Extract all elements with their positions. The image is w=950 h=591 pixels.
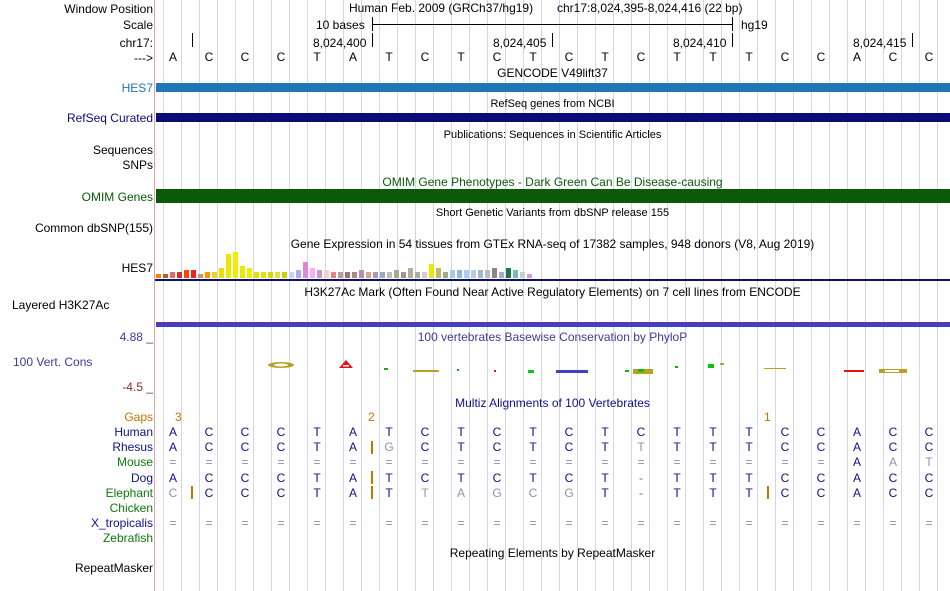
base-0: A: [168, 50, 177, 64]
aln-dog-18: C: [816, 471, 826, 485]
aln-human-11: C: [564, 425, 574, 439]
aln-mouse-6: =: [385, 455, 393, 469]
h3k27ac-track-title[interactable]: H3K27Ac Mark (Often Found Near Active Regulatory Elements) on 7 cell lines from ENCODE: [304, 285, 801, 299]
aln-dog-12: T: [601, 471, 609, 485]
aln-human-16: T: [745, 425, 753, 439]
aln-elephant-12: T: [601, 486, 609, 500]
aln-dog-17: C: [780, 471, 790, 485]
aln-mouse-14: =: [673, 455, 681, 469]
common-dbsnp-label[interactable]: Common dbSNP(155): [34, 221, 153, 235]
ruler-tick-4: [912, 33, 913, 47]
aln-elephant-5: A: [348, 486, 357, 500]
aln-human-15: T: [709, 425, 717, 439]
species-mouse[interactable]: Mouse: [116, 455, 153, 469]
aln-elephant-2: C: [240, 486, 250, 500]
aln-mouse-3: =: [277, 455, 285, 469]
aln-mouse-21: T: [925, 455, 933, 469]
species-chicken[interactable]: Chicken: [109, 501, 153, 515]
species-zebrafish[interactable]: Zebrafish: [102, 531, 153, 545]
gtex-hes7-label[interactable]: HES7: [121, 261, 153, 275]
aln-rhesus-3: C: [276, 440, 286, 454]
ruler-tick-minor: [192, 33, 193, 47]
aln-human-0: A: [168, 425, 177, 439]
aln-human-9: C: [492, 425, 502, 439]
aln-x_tropicalis-21: =: [925, 516, 933, 530]
gaps-label: Gaps: [124, 410, 153, 424]
base-18: C: [816, 50, 826, 64]
aln-mouse-0: =: [169, 455, 177, 469]
aln-dog-5: A: [348, 471, 357, 485]
aln-rhesus-20: C: [888, 440, 898, 454]
aln-elephant-13: -: [639, 486, 643, 500]
aln-dog-1: C: [204, 471, 214, 485]
species-dog[interactable]: Dog: [130, 471, 153, 485]
base-6: T: [385, 50, 393, 64]
aln-dog-3: C: [276, 471, 286, 485]
gap-count-2: 2: [368, 410, 375, 424]
aln-elephant-3: C: [276, 486, 286, 500]
insertion-marker-elephant-0: [191, 486, 193, 499]
refseq-curated-label[interactable]: RefSeq Curated: [66, 111, 153, 125]
base-11: C: [564, 50, 574, 64]
insertion-marker-rhesus: [371, 441, 373, 454]
aln-elephant-21: C: [924, 486, 934, 500]
aln-x_tropicalis-6: =: [385, 516, 393, 530]
omim-genes-label[interactable]: OMIM Genes: [81, 190, 153, 204]
aln-human-18: C: [816, 425, 826, 439]
aln-dog-4: T: [313, 471, 321, 485]
ruler-tick-1: [372, 33, 373, 47]
ruler-tick-2: [552, 33, 553, 47]
gap-count-1: 3: [175, 410, 182, 424]
aln-dog-6: T: [385, 471, 393, 485]
aln-mouse-12: =: [601, 455, 609, 469]
aln-x_tropicalis-12: =: [601, 516, 609, 530]
phylop-min-label: -4.5 _: [122, 380, 153, 394]
aln-mouse-16: =: [745, 455, 753, 469]
aln-elephant-7: T: [421, 486, 429, 500]
aln-elephant-14: T: [673, 486, 681, 500]
aln-human-3: C: [276, 425, 286, 439]
layered-h3k27ac-label[interactable]: Layered H3K27Ac: [12, 298, 110, 312]
position-readout: chr17:8,024,395-8,024,416 (22 bp): [557, 1, 743, 15]
aln-rhesus-18: C: [816, 440, 826, 454]
aln-human-2: C: [240, 425, 250, 439]
aln-dog-19: A: [852, 471, 861, 485]
scale-bar-left-end: [372, 17, 373, 31]
scale-bases-text: 10 bases: [316, 18, 365, 32]
aln-x_tropicalis-11: =: [565, 516, 573, 530]
aln-human-17: C: [780, 425, 790, 439]
aln-elephant-20: C: [888, 486, 898, 500]
aln-human-21: C: [924, 425, 934, 439]
aln-x_tropicalis-18: =: [817, 516, 825, 530]
aln-mouse-15: =: [709, 455, 717, 469]
omim-track-title[interactable]: OMIM Gene Phenotypes - Dark Green Can Be Disease-causing: [382, 175, 723, 189]
aln-rhesus-16: T: [745, 440, 753, 454]
aln-human-6: T: [385, 425, 393, 439]
base-9: C: [492, 50, 502, 64]
repeatmasker-label[interactable]: RepeatMasker: [74, 561, 153, 575]
publications-track-title[interactable]: Publications: Sequences in Scientific Articles: [443, 129, 662, 141]
aln-x_tropicalis-10: =: [529, 516, 537, 530]
base-1: C: [204, 50, 214, 64]
base-7: C: [420, 50, 430, 64]
aln-x_tropicalis-7: =: [421, 516, 429, 530]
aln-mouse-7: =: [421, 455, 429, 469]
aln-x_tropicalis-2: =: [241, 516, 249, 530]
aln-rhesus-10: T: [529, 440, 537, 454]
aln-elephant-11: G: [564, 486, 574, 500]
aln-rhesus-4: T: [313, 440, 321, 454]
aln-dog-10: T: [529, 471, 537, 485]
ruler-tick-label-2: 8,024,405: [493, 36, 547, 50]
aln-elephant-15: T: [709, 486, 717, 500]
aln-human-4: T: [313, 425, 321, 439]
aln-elephant-6: T: [385, 486, 393, 500]
aln-dog-8: T: [457, 471, 465, 485]
aln-rhesus-14: T: [673, 440, 681, 454]
scale-db: hg19: [741, 18, 768, 32]
phylop-max-label: 4.88 _: [119, 330, 153, 344]
aln-human-19: A: [852, 425, 861, 439]
aln-rhesus-2: C: [240, 440, 250, 454]
ruler-tick-label-3: 8,024,410: [673, 36, 727, 50]
dbsnp-track-title[interactable]: Short Genetic Variants from dbSNP release 155: [435, 207, 670, 219]
refseq-gene-bar[interactable]: [156, 113, 950, 122]
aln-human-13: C: [636, 425, 646, 439]
aln-mouse-5: =: [349, 455, 357, 469]
window-position-label[interactable]: Window Position: [64, 2, 153, 16]
aln-dog-13: -: [639, 471, 643, 485]
repeatmasker-track-title[interactable]: Repeating Elements by RepeatMasker: [449, 546, 656, 560]
aln-x_tropicalis-5: =: [349, 516, 357, 530]
h3k27ac-signal[interactable]: [156, 324, 950, 327]
base-17: C: [780, 50, 790, 64]
aln-rhesus-6: G: [384, 440, 394, 454]
aln-human-10: T: [529, 425, 537, 439]
scale-bar: [372, 24, 733, 25]
hes7-gencode-label[interactable]: HES7: [121, 81, 153, 95]
aln-rhesus-8: T: [457, 440, 465, 454]
gtex-baseline: [155, 279, 950, 281]
aln-human-7: C: [420, 425, 430, 439]
aln-elephant-19: A: [852, 486, 861, 500]
ruler-tick-label-1: 8,024,400: [313, 36, 367, 50]
aln-x_tropicalis-0: =: [169, 516, 177, 530]
aln-rhesus-7: C: [420, 440, 430, 454]
base-12: T: [601, 50, 609, 64]
aln-x_tropicalis-9: =: [493, 516, 501, 530]
aln-elephant-1: C: [204, 486, 214, 500]
aln-mouse-4: =: [313, 455, 321, 469]
aln-mouse-19: A: [852, 455, 861, 469]
aln-mouse-9: =: [493, 455, 501, 469]
ruler-tick-label-4: 8,024,415: [853, 36, 907, 50]
aln-dog-16: T: [745, 471, 753, 485]
aln-x_tropicalis-20: =: [889, 516, 897, 530]
aln-rhesus-5: A: [348, 440, 357, 454]
multiz-track-title[interactable]: Multiz Alignments of 100 Vertebrates: [455, 396, 650, 410]
insertion-marker-elephant-1: [371, 486, 373, 499]
aln-rhesus-9: C: [492, 440, 502, 454]
aln-human-14: T: [673, 425, 681, 439]
aln-x_tropicalis-14: =: [673, 516, 681, 530]
aln-elephant-9: G: [492, 486, 502, 500]
base-15: T: [709, 50, 717, 64]
aln-elephant-8: A: [456, 486, 465, 500]
base-13: C: [636, 50, 646, 64]
aln-rhesus-21: C: [924, 440, 934, 454]
insertion-marker-elephant-2: [767, 486, 769, 499]
base-4: T: [313, 50, 321, 64]
aln-elephant-10: C: [528, 486, 538, 500]
base-10: T: [529, 50, 537, 64]
aln-x_tropicalis-17: =: [781, 516, 789, 530]
aln-x_tropicalis-19: =: [853, 516, 861, 530]
aln-mouse-2: =: [241, 455, 249, 469]
aln-x_tropicalis-15: =: [709, 516, 717, 530]
aln-mouse-1: =: [205, 455, 213, 469]
aln-mouse-11: =: [565, 455, 573, 469]
aln-human-1: C: [204, 425, 214, 439]
insertion-marker-dog: [371, 471, 373, 484]
scale-label: Scale: [122, 18, 153, 32]
aln-rhesus-0: A: [168, 440, 177, 454]
aln-mouse-13: =: [637, 455, 645, 469]
assembly-title: Human Feb. 2009 (GRCh37/hg19): [349, 1, 534, 15]
aln-x_tropicalis-8: =: [457, 516, 465, 530]
phylop-track-title[interactable]: 100 vertebrates Basewise Conservation by PhyloP: [417, 330, 688, 344]
aln-x_tropicalis-16: =: [745, 516, 753, 530]
aln-dog-20: C: [888, 471, 898, 485]
aln-mouse-10: =: [529, 455, 537, 469]
gtex-track-title[interactable]: Gene Expression in 54 tissues from GTEx RNA-seq of 17382 samples, 948 donors (V8, Aug 2019): [290, 237, 815, 251]
omim-gene-bar[interactable]: [156, 189, 950, 203]
refseq-track-title[interactable]: RefSeq genes from NCBI: [490, 98, 615, 110]
aln-human-5: A: [348, 425, 357, 439]
scale-bar-right-end: [732, 17, 733, 31]
base-2: C: [240, 50, 250, 64]
species-xtropicalis[interactable]: X_tropicalis: [90, 516, 153, 530]
aln-rhesus-11: C: [564, 440, 574, 454]
aln-dog-15: T: [709, 471, 717, 485]
aln-mouse-17: =: [781, 455, 789, 469]
aln-elephant-4: T: [313, 486, 321, 500]
aln-dog-9: C: [492, 471, 502, 485]
aln-human-12: T: [601, 425, 609, 439]
aln-rhesus-15: T: [709, 440, 717, 454]
hes7-gene-bar[interactable]: [156, 83, 950, 92]
aln-dog-21: C: [924, 471, 934, 485]
phylop-logo-track[interactable]: [155, 355, 950, 380]
aln-mouse-8: =: [457, 455, 465, 469]
aln-x_tropicalis-3: =: [277, 516, 285, 530]
aln-x_tropicalis-1: =: [205, 516, 213, 530]
strand-arrow-label[interactable]: --->: [134, 51, 153, 65]
base-19: A: [852, 50, 861, 64]
aln-human-20: C: [888, 425, 898, 439]
aln-rhesus-17: C: [780, 440, 790, 454]
base-20: C: [888, 50, 898, 64]
aln-elephant-17: C: [780, 486, 790, 500]
aln-rhesus-13: T: [637, 440, 645, 454]
species-human[interactable]: Human: [114, 425, 153, 439]
snps-label[interactable]: SNPs: [122, 158, 153, 172]
aln-elephant-0: C: [168, 486, 178, 500]
aln-elephant-16: T: [745, 486, 753, 500]
ruler-tick-3: [732, 33, 733, 47]
aln-x_tropicalis-13: =: [637, 516, 645, 530]
base-8: T: [457, 50, 465, 64]
aln-dog-14: T: [673, 471, 681, 485]
aln-rhesus-1: C: [204, 440, 214, 454]
species-rhesus[interactable]: Rhesus: [112, 440, 153, 454]
aln-mouse-20: A: [888, 455, 897, 469]
aln-dog-2: C: [240, 471, 250, 485]
aln-rhesus-12: T: [601, 440, 609, 454]
gencode-track-title[interactable]: GENCODE V49lift37: [497, 66, 608, 80]
aln-elephant-18: C: [816, 486, 826, 500]
base-5: A: [348, 50, 357, 64]
gtex-expression-bars[interactable]: [155, 248, 950, 280]
sequences-label[interactable]: Sequences: [92, 143, 153, 157]
aln-dog-7: C: [420, 471, 430, 485]
base-14: T: [673, 50, 681, 64]
chr-label: chr17:: [119, 36, 153, 50]
aln-x_tropicalis-4: =: [313, 516, 321, 530]
base-3: C: [276, 50, 286, 64]
aln-mouse-18: =: [817, 455, 825, 469]
aln-human-8: T: [457, 425, 465, 439]
base-21: C: [924, 50, 934, 64]
vert-cons-label[interactable]: 100 Vert. Cons: [13, 355, 93, 369]
aln-rhesus-19: A: [852, 440, 861, 454]
base-16: T: [745, 50, 753, 64]
species-elephant[interactable]: Elephant: [105, 486, 153, 500]
aln-dog-11: C: [564, 471, 574, 485]
gap-count-3: 1: [764, 410, 771, 424]
aln-dog-0: A: [168, 471, 177, 485]
